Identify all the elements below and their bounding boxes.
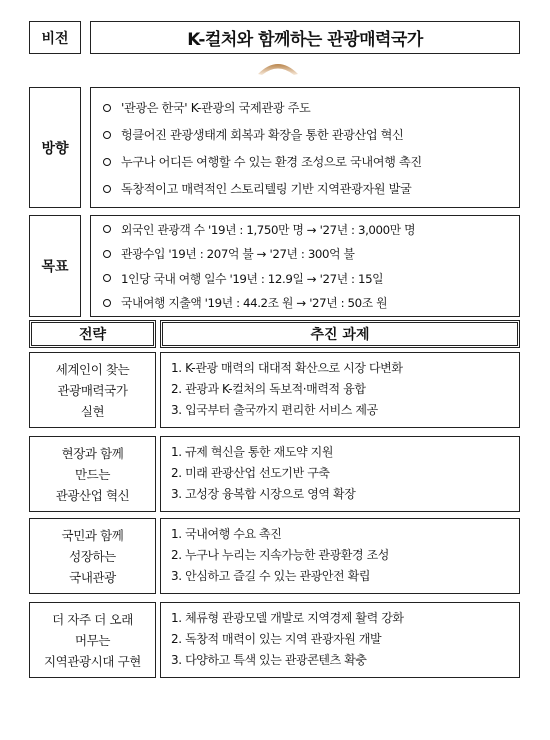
direction-item-text: 누구나 어디든 여행할 수 있는 환경 조성으로 국내여행 촉진 [121, 155, 422, 169]
strategy-line: 세계인이 찾는 [55, 361, 130, 377]
goal-item [103, 291, 517, 316]
goal-item-text: 1인당 국내 여행 일수 '19년 : 12.9일 → '27년 : 15일 [121, 271, 384, 286]
direction-label: 방향 [41, 140, 69, 157]
strategy-line: 지역관광시대 구현 [44, 653, 141, 669]
tasks-header-text: 추진 과제 [310, 327, 370, 343]
bullet-icon [103, 250, 111, 258]
task-item: 1. 규제 혁신을 통한 재도약 지원 [171, 445, 334, 459]
direction-list [103, 94, 513, 202]
tasks-cell [160, 352, 520, 428]
bullet-icon [103, 274, 111, 282]
vision-title: K-컬처와 함께하는 관광매력국가 [187, 30, 423, 50]
strategy-cell [29, 602, 156, 678]
vision-label-box [29, 21, 81, 54]
strategy-cell [29, 352, 156, 428]
task-item: 1. K-관광 매력의 대대적 확산으로 시장 다변화 [171, 361, 403, 375]
strategy-cell [29, 518, 156, 594]
goals-label-box [29, 215, 81, 317]
goal-item [103, 242, 517, 267]
vision-title-box [90, 21, 520, 54]
strategy-line: 머무는 [74, 632, 110, 648]
strategy-line: 실현 [80, 403, 105, 419]
strategy-line: 더 자주 더 오래 [52, 611, 133, 627]
direction-item [103, 148, 513, 175]
goals-list [103, 217, 517, 315]
bullet-icon [103, 299, 111, 307]
goals-content-box [90, 215, 520, 317]
goal-item-text: 외국인 관광객 수 '19년 : 1,750만 명 → '27년 : 3,000만 명 [121, 222, 416, 237]
strategy-cell [29, 436, 156, 512]
direction-item [103, 121, 513, 148]
goal-item-text: 관광수입 '19년 : 207억 불 → '27년 : 300억 불 [121, 247, 355, 262]
direction-item [103, 175, 513, 202]
direction-item-text: 헝클어진 관광생태계 회복과 확장을 통한 관광산업 혁신 [121, 128, 404, 142]
direction-label-box [29, 87, 81, 208]
tasks-cell [160, 602, 520, 678]
strategy-line: 현장과 함께 [61, 445, 124, 461]
strategy-line: 성장하는 [69, 548, 116, 564]
bullet-icon [103, 158, 111, 166]
tasks-header [160, 320, 520, 348]
task-item: 3. 고성장 융복합 시장으로 영역 확장 [171, 487, 356, 501]
direction-content-box [90, 87, 520, 208]
strategy-line: 관광매력국가 [57, 382, 128, 398]
task-item: 1. 체류형 관광모델 개발로 지역경제 활력 강화 [171, 611, 404, 625]
direction-item [103, 94, 513, 121]
bullet-icon [103, 225, 111, 233]
direction-item-text: 독창적이고 매력적인 스토리텔링 기반 지역관광자원 발굴 [121, 182, 412, 196]
goals-label: 목표 [41, 259, 69, 275]
strategy-header-text: 전략 [78, 327, 107, 343]
task-item: 3. 안심하고 즐길 수 있는 관광안전 확립 [171, 569, 371, 583]
strategy-line: 국내관광 [69, 569, 116, 585]
task-item: 3. 입국부터 출국까지 편리한 서비스 제공 [171, 403, 378, 417]
task-item: 2. 관광과 K-컬처의 독보적·매력적 융합 [171, 382, 366, 396]
bullet-icon [103, 131, 111, 139]
goal-item [103, 266, 517, 291]
task-item: 2. 독창적 매력이 있는 지역 관광자원 개발 [171, 632, 382, 646]
bullet-icon [103, 104, 111, 112]
strategy-line: 국민과 함께 [61, 527, 124, 543]
goal-item [103, 217, 517, 242]
task-item: 2. 누구나 누리는 지속가능한 관광환경 조성 [171, 548, 389, 562]
goal-item-text: 국내여행 지출액 '19년 : 44.2조 원 → '27년 : 50조 원 [121, 296, 388, 311]
task-item: 1. 국내여행 수요 촉진 [171, 527, 282, 541]
bullet-icon [103, 185, 111, 193]
down-arrow-icon [258, 58, 298, 76]
tasks-cell [160, 436, 520, 512]
tasks-cell [160, 518, 520, 594]
direction-item-text: '관광은 한국' K-관광의 국제관광 주도 [121, 101, 311, 115]
task-item: 3. 다양하고 특색 있는 관광콘텐츠 확충 [171, 653, 367, 667]
strategy-line: 만드는 [74, 466, 111, 482]
vision-label: 비전 [41, 30, 69, 47]
strategy-line: 관광산업 혁신 [55, 487, 130, 503]
strategy-header [29, 320, 156, 348]
task-item: 2. 미래 관광산업 선도기반 구축 [171, 466, 330, 480]
